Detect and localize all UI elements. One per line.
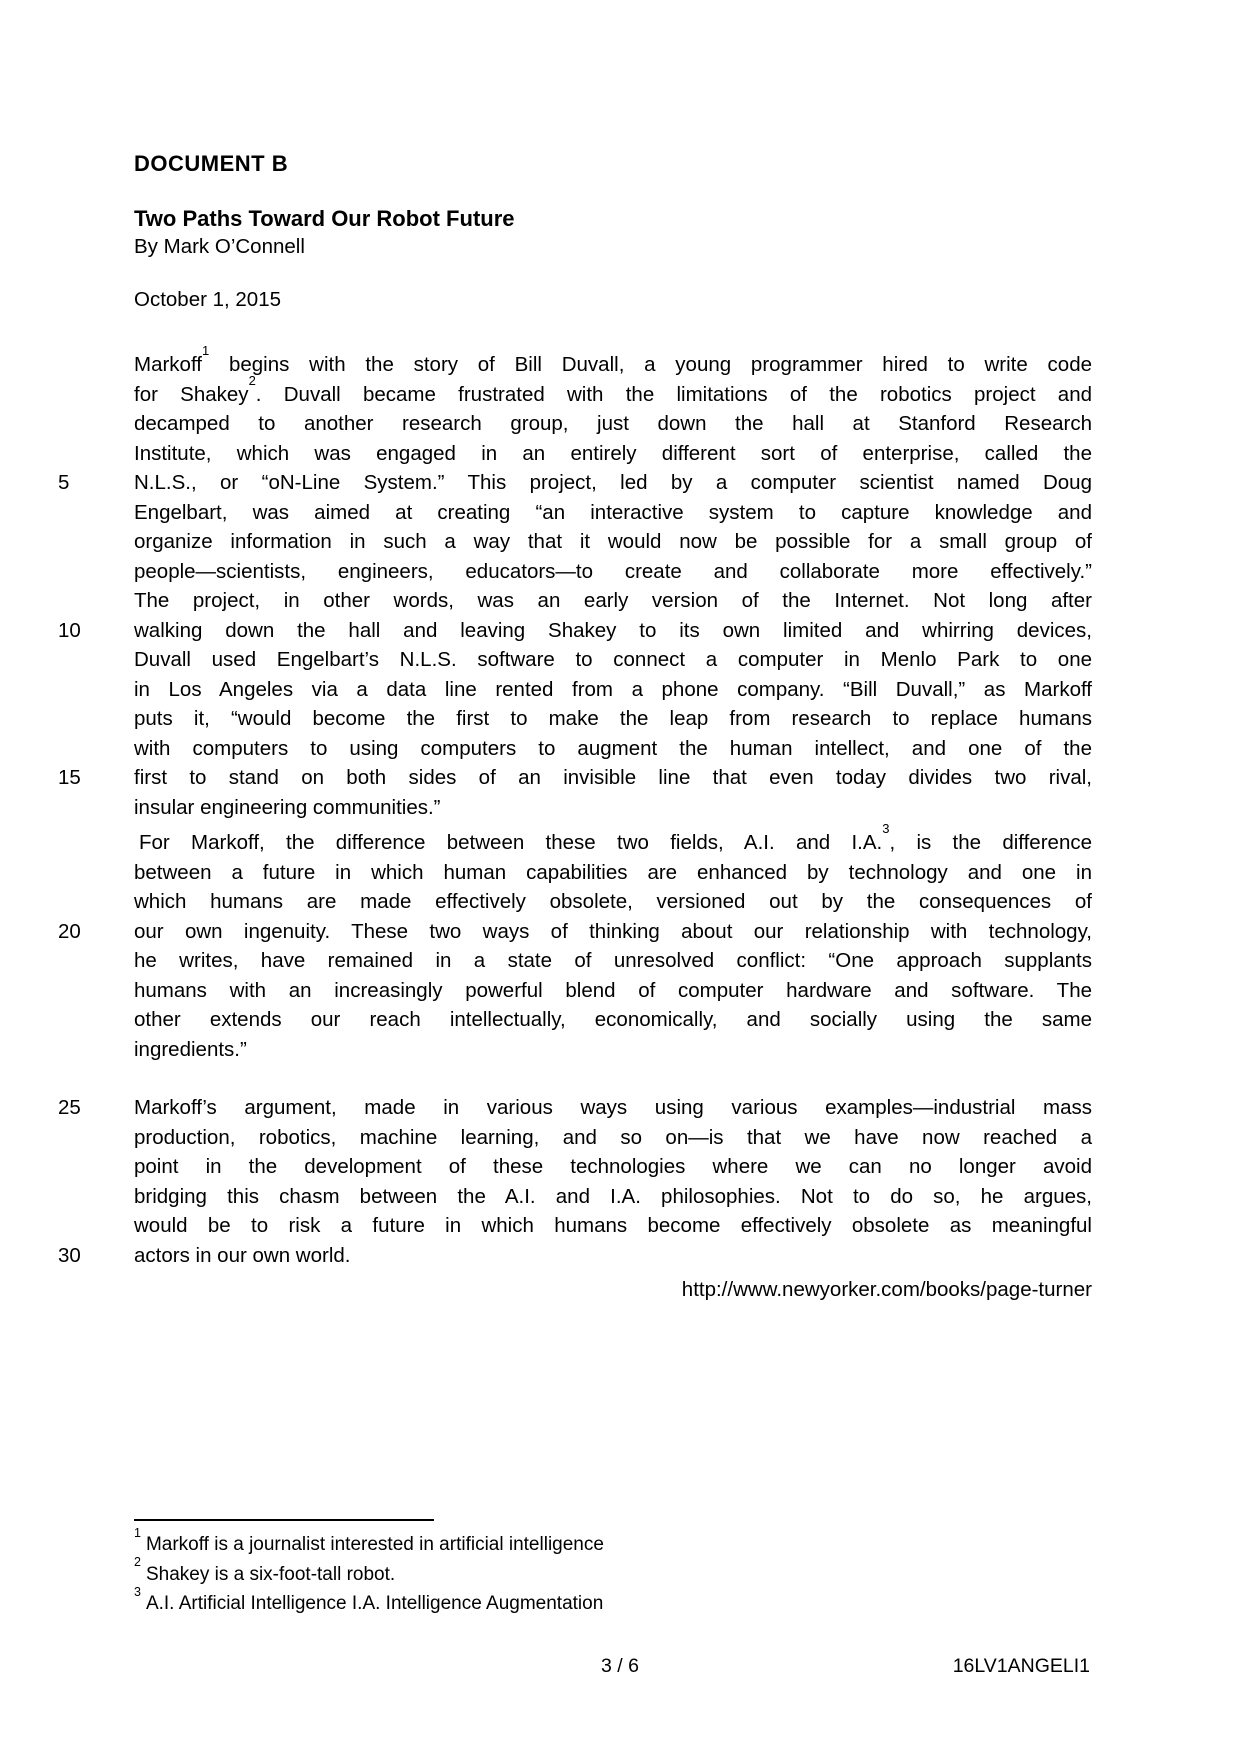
text-line bbox=[134, 1123, 1092, 1153]
text-line bbox=[134, 1152, 1092, 1182]
paragraph-3 bbox=[58, 1093, 1092, 1270]
line-text: begins with the story of Bill Duvall, a young programmer hired to write code bbox=[209, 353, 1092, 376]
article-date: October 1, 2015 bbox=[134, 288, 282, 311]
text-line bbox=[58, 616, 1092, 646]
text-line bbox=[134, 734, 1092, 764]
text-line bbox=[134, 858, 1092, 888]
footnote-ref-1: 1 bbox=[201, 343, 210, 359]
text-line bbox=[134, 1005, 1092, 1035]
text-line bbox=[134, 1182, 1092, 1212]
text-line bbox=[134, 439, 1092, 469]
footnote-marker: 1 bbox=[134, 1525, 141, 1540]
line-text: our own ingenuity. These two ways of thinking about our relationship with technology, bbox=[134, 919, 1092, 943]
text-line bbox=[58, 1093, 1092, 1123]
page-indicator: 3 / 6 bbox=[601, 1655, 639, 1677]
footnote-text: Shakey is a six-foot-tall robot. bbox=[145, 1563, 396, 1585]
text-line bbox=[58, 917, 1092, 947]
article-byline: By Mark O’Connell bbox=[134, 235, 305, 258]
text-line bbox=[58, 763, 1092, 793]
line-text: N.L.S., or “oN-Line System.” This project, led by a computer scientist named Doug bbox=[134, 471, 1092, 494]
line-number: 15 bbox=[58, 766, 81, 789]
line-text: which humans are made effectively obsolete, versioned out by the consequences of bbox=[134, 890, 1092, 913]
line-text: humans with an increasingly powerful blend of computer hardware and software. The bbox=[134, 978, 1092, 1002]
line-text: actors in our own world. bbox=[134, 1243, 351, 1267]
text-line bbox=[134, 498, 1092, 528]
line-text: walking down the hall and leaving Shakey to its own limited and whirring devices, bbox=[134, 618, 1092, 642]
text-line bbox=[58, 1241, 1092, 1271]
paragraph-1 bbox=[58, 343, 1092, 822]
line-text: puts it, “would become the first to make the leap from research to replace humans bbox=[134, 707, 1092, 730]
text-line bbox=[134, 557, 1092, 587]
line-text: The project, in other words, was an early version of the Internet. Not long after bbox=[134, 589, 1092, 612]
line-text: people—scientists, engineers, educators—to create and collaborate more effectively.” bbox=[134, 559, 1092, 583]
text-line bbox=[134, 976, 1092, 1006]
footnote-separator bbox=[134, 1519, 434, 1521]
footnote-marker: 2 bbox=[134, 1555, 141, 1570]
text-line bbox=[134, 704, 1092, 734]
line-text: decamped to another research group, just down the hall at Stanford Research bbox=[134, 412, 1092, 435]
text-line bbox=[134, 343, 1092, 380]
footnote-ref-3: 3 bbox=[882, 821, 890, 837]
line-text: insular engineering communities.” bbox=[134, 795, 441, 819]
line-text: organize information in such a way that it would now be possible for a small group of bbox=[134, 530, 1092, 553]
line-text: Engelbart, was aimed at creating “an interactive system to capture knowledge and bbox=[134, 500, 1092, 524]
line-text: in Los Angeles via a data line rented from a phone company. “Bill Duvall,” as Markoff bbox=[134, 677, 1092, 701]
text-line bbox=[134, 675, 1092, 705]
text-line bbox=[134, 586, 1092, 616]
footnote-ref-2: 2 bbox=[248, 372, 256, 388]
line-text: Institute, which was engaged in an entirely different sort of enterprise, called the bbox=[134, 441, 1092, 465]
line-number: 20 bbox=[58, 919, 81, 943]
line-text: first to stand on both sides of an invisible line that even today divides two rival, bbox=[134, 766, 1092, 789]
footnote-text: A.I. Artificial Intelligence I.A. Intelligence Augmentation bbox=[145, 1593, 604, 1614]
line-number: 10 bbox=[58, 618, 81, 642]
article-title: Two Paths Toward Our Robot Future bbox=[134, 206, 515, 231]
line-text: production, robotics, machine learning, and so on—is that we have now reached a bbox=[134, 1125, 1092, 1149]
line-text: for Shakey bbox=[134, 382, 249, 406]
line-text: . Duvall became frustrated with the limitations of the robotics project and bbox=[255, 382, 1092, 406]
footnote-text: Markoff is a journalist interested in artificial intelligence bbox=[145, 1534, 604, 1555]
footnotes bbox=[134, 1519, 1092, 1619]
text-line bbox=[134, 1211, 1092, 1241]
line-text: would be to risk a future in which humans become effectively obsolete as meaningful bbox=[134, 1214, 1092, 1237]
line-number: 30 bbox=[58, 1243, 81, 1267]
text-line bbox=[134, 409, 1092, 439]
line-text: other extends our reach intellectually, economically, and socially using the same bbox=[134, 1008, 1092, 1031]
document-code: 16LV1ANGELI1 bbox=[952, 1655, 1090, 1677]
line-text: between a future in which human capabilities are enhanced by technology and one in bbox=[134, 860, 1092, 884]
text-line bbox=[134, 793, 1092, 823]
footnote bbox=[134, 1584, 1092, 1619]
text-line bbox=[134, 1035, 1092, 1065]
text-line bbox=[134, 372, 1092, 410]
line-text: Markoff’s argument, made in various ways using various examples—industrial mass bbox=[134, 1096, 1092, 1119]
text-line bbox=[134, 946, 1092, 976]
source-url-link[interactable]: http://www.newyorker.com/books/page-turner bbox=[681, 1278, 1092, 1301]
line-number: 25 bbox=[58, 1096, 81, 1119]
footnote bbox=[134, 1555, 1092, 1590]
line-text: point in the development of these technologies where we can no longer avoid bbox=[134, 1155, 1092, 1178]
line-number: 5 bbox=[58, 471, 70, 494]
line-text: Markoff bbox=[134, 353, 202, 376]
line-text: ingredients.” bbox=[134, 1037, 247, 1061]
line-text: For Markoff, the difference between these two fields, A.I. and I.A. bbox=[139, 831, 883, 854]
line-text: with computers to using computers to augment the human intellect, and one of the bbox=[134, 736, 1092, 760]
text-line bbox=[58, 468, 1092, 498]
paragraph-2 bbox=[58, 821, 1092, 1064]
line-text: bridging this chasm between the A.I. and I.A. philosophies. Not to do so, he argues, bbox=[134, 1184, 1092, 1208]
text-line bbox=[134, 645, 1092, 675]
footnote bbox=[134, 1525, 1092, 1560]
line-text: Duvall used Engelbart’s N.L.S. software to connect a computer in Menlo Park to one bbox=[134, 648, 1092, 671]
text-line bbox=[134, 821, 1092, 858]
document-label: DOCUMENT B bbox=[134, 151, 289, 176]
line-text: , is the difference bbox=[889, 831, 1092, 854]
footnote-marker: 3 bbox=[134, 1584, 141, 1599]
text-line bbox=[134, 527, 1092, 557]
line-text: he writes, have remained in a state of unresolved conflict: “One approach supplants bbox=[134, 949, 1092, 972]
article-body bbox=[58, 343, 1092, 1270]
text-line bbox=[134, 887, 1092, 917]
